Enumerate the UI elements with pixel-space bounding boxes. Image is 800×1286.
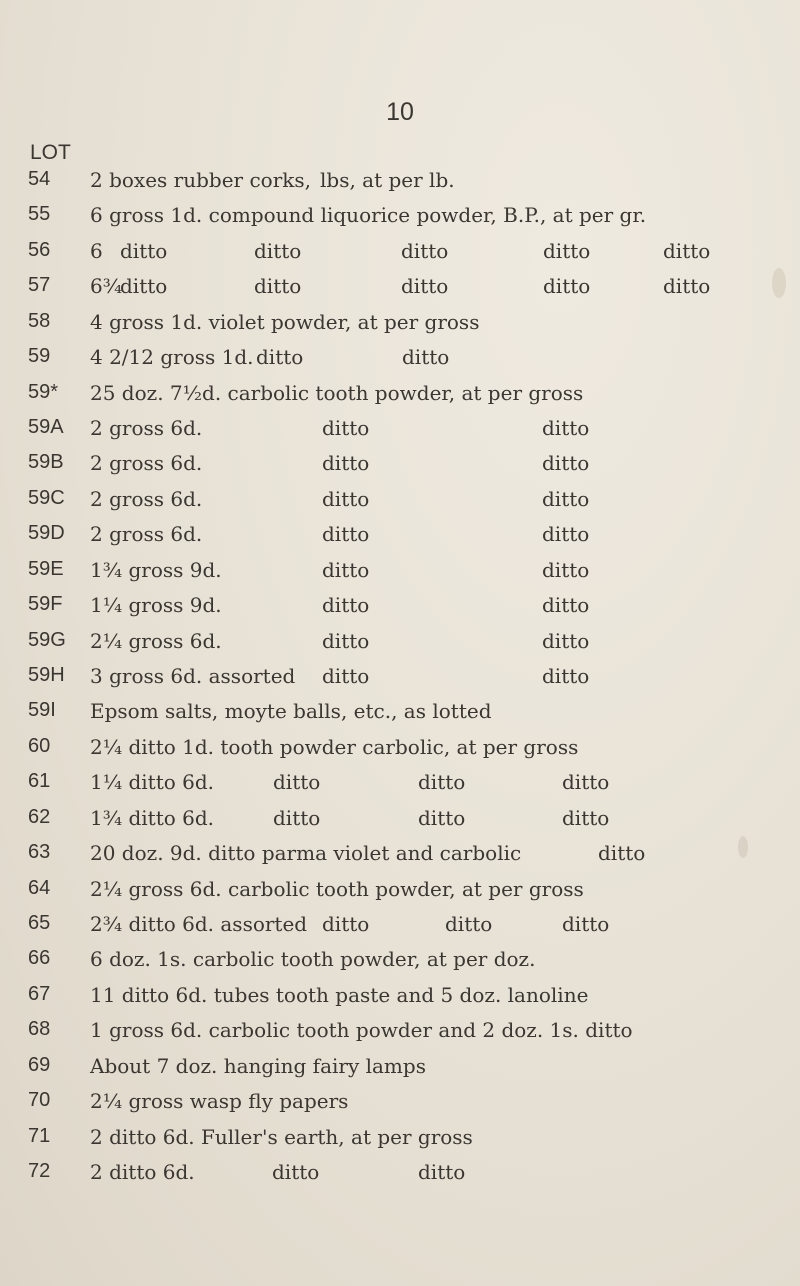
list-item (0, 1054, 800, 1084)
list-item (0, 664, 800, 694)
lot-column-text: ditto (273, 806, 321, 830)
lot-number: 63 (28, 841, 51, 863)
lot-column-text: ditto (418, 806, 466, 830)
lot-number: 55 (28, 203, 51, 225)
list-item (0, 1125, 800, 1155)
lot-description: 6 (90, 239, 103, 263)
lot-number: 59B (28, 451, 64, 473)
lot-column-text: ditto (401, 274, 449, 298)
lot-description: 1¼ gross 9d. (90, 593, 222, 617)
lot-column-text: ditto (543, 274, 591, 298)
lot-column-text: ditto (322, 522, 370, 546)
lot-column-text: ditto (402, 345, 450, 369)
lot-column-text: ditto (120, 239, 168, 263)
lot-column-text: ditto (322, 629, 370, 653)
list-item (0, 912, 800, 942)
lot-number: 64 (28, 877, 51, 899)
lot-number: 59I (28, 699, 56, 721)
lot-description: 6 doz. 1s. carbolic tooth powder, at per doz. (90, 947, 536, 971)
lot-column-text: ditto (562, 806, 610, 830)
list-item (0, 806, 800, 836)
lot-number: 57 (28, 274, 51, 296)
lot-description: 2¼ ditto 1d. tooth powder carbolic, at per gross (90, 735, 579, 759)
lot-number: 71 (28, 1125, 51, 1147)
lot-column-text: ditto (542, 593, 590, 617)
lot-column-text: ditto (562, 770, 610, 794)
lot-number: 59* (28, 381, 59, 403)
lot-number: 61 (28, 770, 51, 792)
lot-column-text: ditto (542, 451, 590, 475)
list-item (0, 416, 800, 446)
lot-number: 69 (28, 1054, 51, 1076)
lot-column-text: ditto (322, 558, 370, 582)
lot-description: 2 gross 6d. (90, 487, 203, 511)
lot-column-text: ditto (254, 239, 302, 263)
list-item (0, 699, 800, 729)
lot-number: 60 (28, 735, 51, 757)
lot-number: 68 (28, 1018, 51, 1040)
lot-description: 20 doz. 9d. ditto parma violet and carbolic (90, 841, 522, 865)
lot-column-text: ditto (598, 841, 646, 865)
lot-column-text: lbs, at per lb. (320, 168, 455, 192)
lot-number: 59F (28, 593, 63, 615)
lot-column-text: ditto (272, 1160, 320, 1184)
list-item (0, 451, 800, 481)
list-item (0, 239, 800, 269)
list-item (0, 168, 800, 198)
lot-column-text: ditto (418, 770, 466, 794)
lot-number: 67 (28, 983, 51, 1005)
lot-description: 2¼ gross wasp fly papers (90, 1089, 349, 1113)
list-item (0, 1018, 800, 1048)
lot-column-text: ditto (120, 274, 168, 298)
lot-column-text: ditto (322, 416, 370, 440)
list-item (0, 203, 800, 233)
lot-number: 56 (28, 239, 51, 261)
lot-column-text: ditto (256, 345, 304, 369)
lot-description: 2¼ gross 6d. carbolic tooth powder, at per gross (90, 877, 584, 901)
list-item (0, 522, 800, 552)
list-item (0, 770, 800, 800)
lot-column-text: ditto (542, 664, 590, 688)
lot-column-header: LOT (30, 141, 71, 164)
lot-number: 54 (28, 168, 51, 190)
lot-column-text: ditto (562, 912, 610, 936)
list-item (0, 877, 800, 907)
lot-column-text: ditto (542, 416, 590, 440)
lot-number: 59C (28, 487, 65, 509)
lot-description: 2 ditto 6d. (90, 1160, 195, 1184)
lot-number: 59G (28, 629, 66, 651)
lot-number: 72 (28, 1160, 51, 1182)
lot-column-text: ditto (445, 912, 493, 936)
lot-description: 2 ditto 6d. Fuller's earth, at per gross (90, 1125, 473, 1149)
lot-description: 1¼ ditto 6d. (90, 770, 215, 794)
list-item (0, 487, 800, 517)
lot-number: 59 (28, 345, 51, 367)
lot-column-text: ditto (322, 487, 370, 511)
lot-number: 59D (28, 522, 65, 544)
lot-description: 3 gross 6d. assorted (90, 664, 296, 688)
lot-column-text: ditto (322, 664, 370, 688)
lot-description: About 7 doz. hanging fairy lamps (90, 1054, 426, 1078)
lot-number: 59A (28, 416, 64, 438)
lot-column-text: ditto (542, 487, 590, 511)
lot-column-text: ditto (542, 629, 590, 653)
lot-column-text: ditto (322, 912, 370, 936)
list-item (0, 947, 800, 977)
list-item (0, 735, 800, 765)
lot-column-text: ditto (418, 1160, 466, 1184)
lot-description: 1 gross 6d. carbolic tooth powder and 2 doz. 1s. ditto (90, 1018, 633, 1042)
list-item (0, 274, 800, 304)
lot-description: 2 gross 6d. (90, 416, 203, 440)
lot-column-text: ditto (273, 770, 321, 794)
list-item (0, 629, 800, 659)
lot-column-text: ditto (663, 274, 711, 298)
lot-number: 59H (28, 664, 65, 686)
lot-column-text: ditto (322, 451, 370, 475)
lot-column-text: ditto (542, 558, 590, 582)
list-item (0, 1089, 800, 1119)
lot-number: 70 (28, 1089, 51, 1111)
lot-number: 65 (28, 912, 51, 934)
lot-description: Epsom salts, moyte balls, etc., as lotted (90, 699, 492, 723)
list-item (0, 381, 800, 411)
lot-column-text: ditto (543, 239, 591, 263)
lot-number: 59E (28, 558, 64, 580)
lot-number: 62 (28, 806, 51, 828)
lot-description: 2¼ gross 6d. (90, 629, 222, 653)
lot-column-text: ditto (542, 522, 590, 546)
page-number: 10 (386, 98, 414, 126)
lot-description: 11 ditto 6d. tubes tooth paste and 5 doz. lanoline (90, 983, 589, 1007)
list-item (0, 345, 800, 375)
lot-description: 1¾ gross 9d. (90, 558, 222, 582)
list-item (0, 841, 800, 871)
lot-description: 6 gross 1d. compound liquorice powder, B.P., at per gr. (90, 203, 647, 227)
lot-column-text: ditto (254, 274, 302, 298)
lot-number: 66 (28, 947, 51, 969)
lot-column-text: ditto (401, 239, 449, 263)
lot-description: 2 gross 6d. (90, 451, 203, 475)
list-item (0, 593, 800, 623)
lot-description: 2 boxes rubber corks, (90, 168, 312, 192)
lot-column-text: ditto (663, 239, 711, 263)
lot-number: 58 (28, 310, 51, 332)
lot-description: 2¾ ditto 6d. assorted (90, 912, 308, 936)
lot-description: 1¾ ditto 6d. (90, 806, 215, 830)
lot-description: 4 2/12 gross 1d. (90, 345, 254, 369)
lot-description: 2 gross 6d. (90, 522, 203, 546)
list-item (0, 558, 800, 588)
lot-description: 6¾ (90, 274, 123, 298)
list-item (0, 983, 800, 1013)
list-item (0, 310, 800, 340)
lot-column-text: ditto (322, 593, 370, 617)
lot-description: 4 gross 1d. violet powder, at per gross (90, 310, 480, 334)
lot-description: 25 doz. 7½d. carbolic tooth powder, at per gross (90, 381, 584, 405)
list-item (0, 1160, 800, 1190)
